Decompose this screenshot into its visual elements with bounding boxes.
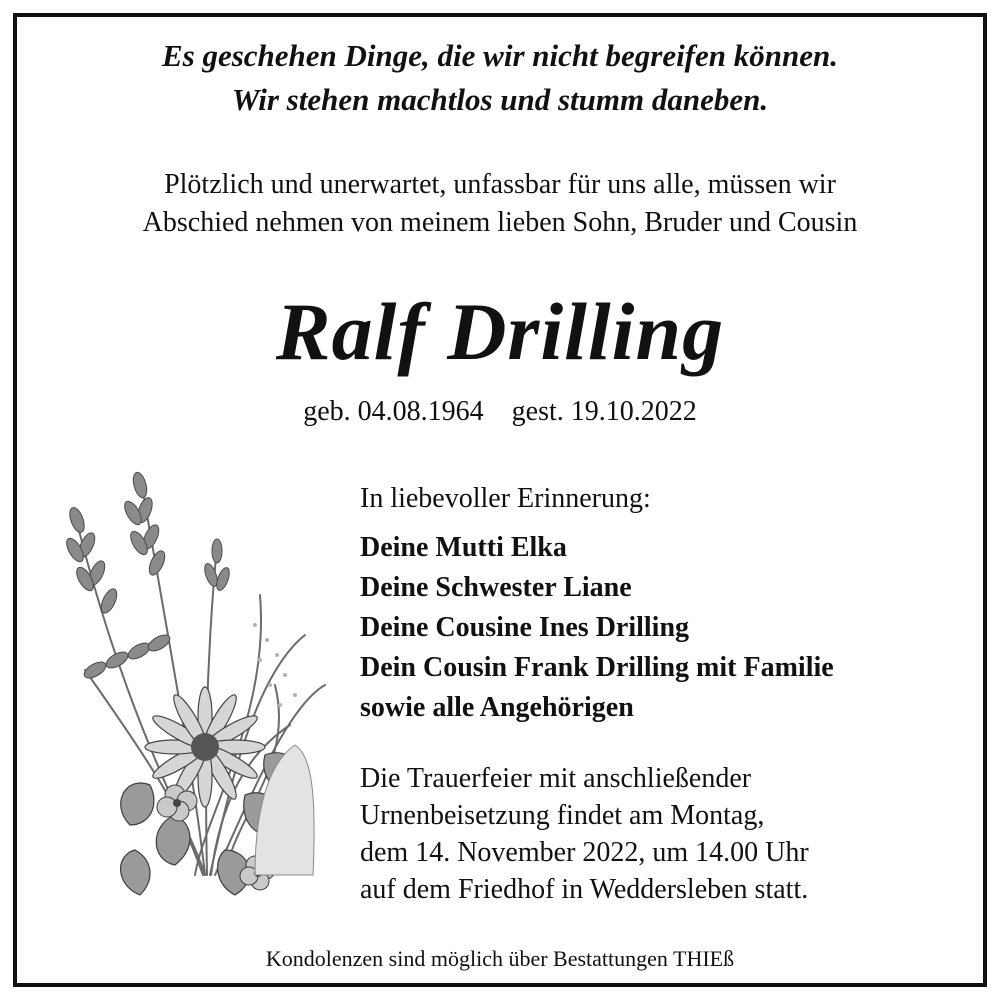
intro-line-2: Abschied nehmen von meinem lieben Sohn, Bruder und Cousin [142, 207, 858, 238]
deceased-name: Ralf Drilling [275, 286, 725, 377]
intro-line-1: Plötzlich und unerwartet, unfassbar für uns alle, müssen wir [164, 169, 836, 200]
ceremony-line: Urnenbeisetzung findet am Montag, [360, 800, 765, 831]
list-item: Deine Cousine Ines Drilling [360, 612, 690, 643]
list-item: Deine Schwester Liane [360, 572, 632, 603]
motto [0, 34, 1000, 122]
wheat-and-flowers-icon [55, 455, 340, 930]
ceremony-line: auf dem Friedhof in Weddersleben statt. [360, 874, 809, 905]
list-item: Deine Mutti Elka [360, 532, 567, 563]
death-date: gest. 19.10.2022 [511, 396, 697, 427]
motto-line-1: Es geschehen Dinge, die wir nicht begreifen können. [161, 38, 838, 73]
ceremony-line: dem 14. November 2022, um 14.00 Uhr [360, 837, 809, 868]
mourners-list [360, 528, 834, 728]
list-item: sowie alle Angehörigen [360, 692, 634, 723]
birth-date: geb. 04.08.1964 [303, 396, 484, 427]
intro-text [0, 166, 1000, 242]
life-dates [0, 394, 1000, 430]
memory-label: In liebevoller Erinnerung: [360, 483, 651, 514]
list-item: Dein Cousin Frank Drilling mit Familie [360, 652, 834, 683]
ceremony-line: Die Trauerfeier mit anschließender [360, 763, 752, 794]
ceremony-text [360, 760, 809, 908]
motto-line-2: Wir stehen machtlos und stumm daneben. [231, 82, 769, 117]
condolence-note: Kondolenzen sind möglich über Bestattungen THIEß [265, 946, 735, 971]
